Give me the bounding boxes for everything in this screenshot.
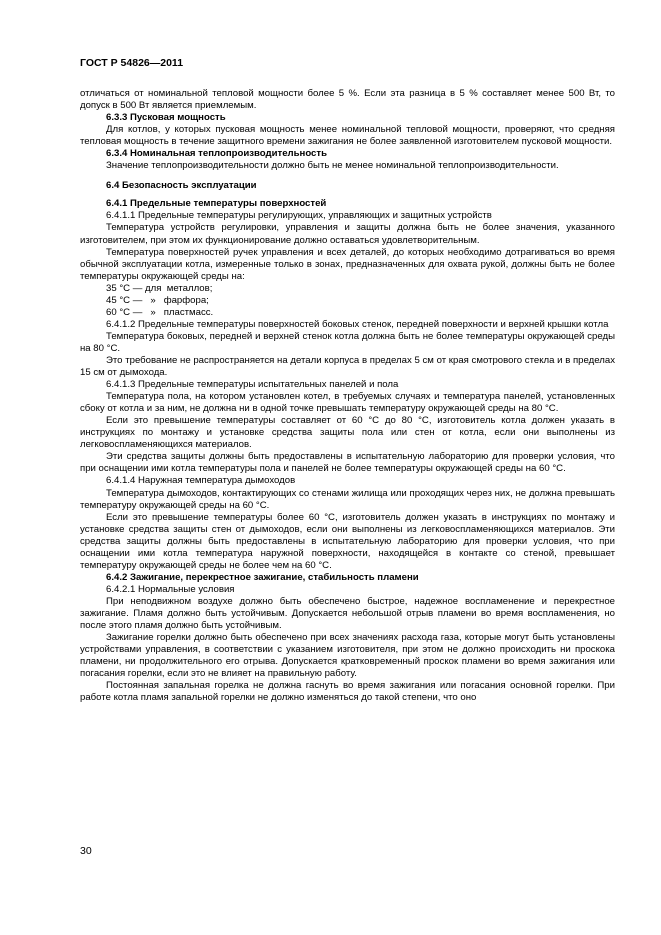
paragraph: Значение теплопроизводительности должно быть не менее номинальной теплопроизводительности.	[106, 160, 559, 172]
section-heading: 6.3.3 Пусковая мощность	[106, 112, 226, 124]
paragraph: Для котлов, у которых пусковая мощность менее номинальной тепловой мощности, проверяют, что средняя тепловая мощность в течение защитного времени зажигания не более заявленной изготовителем пусковой мощности.	[80, 124, 615, 148]
paragraph: Эти средства защиты должны быть предоставлены в испытательную лабораторию для проверки условия, что при оснащении ими котла температуры пола и панелей не более температуры окружающей среды на 60 °C.	[80, 451, 615, 475]
page-number: 30	[80, 845, 92, 857]
paragraph: Если это превышение температуры составляет от 60 °C до 80 °C, изготовитель котла должен указать в инструкциях по монтажу и установке средства защиты пола или стен от котла, если они выполнены из легковоспламеняющихся материалов.	[80, 415, 615, 451]
list-item: 35 °C — для металлов;	[106, 282, 213, 294]
paragraph: При неподвижном воздухе должно быть обеспечено быстрое, надежное воспламенение и перекрестное зажигание. Пламя должно быть устойчивым. Допускается небольшой отрыв пламени во время воспламенения, но после этого пламя должно быть устойчивым.	[80, 595, 615, 632]
paragraph: отличаться от номинальной тепловой мощности более 5 %. Если эта разница в 5 % составляет менее 500 Вт, то допуск в 500 Вт является приемлемым.	[80, 88, 615, 112]
paragraph: Это требование не распространяется на детали корпуса в пределах 5 см от края смотрового стекла и в пределах 15 см от дымохода.	[80, 354, 615, 379]
paragraph: Зажигание горелки должно быть обеспечено при всех значениях расхода газа, которые могут быть установлены устройствами управления, в соответствии с указанием изготовителя, при этом не должно происходить ни проскока пламени, ни продолжительного его отрыва. Допускается кратковременный проскок пламени во время зажигания или погасания горелки, если это не влияет на правильную работу.	[80, 632, 615, 680]
subsection-title: 6.4.1.2 Предельные температуры поверхностей боковых стенок, передней поверхности и верхней крышки котла	[106, 318, 609, 330]
section-heading: 6.3.4 Номинальная теплопроизводительность	[106, 148, 327, 160]
list-item: 45 °C — » фарфора;	[106, 294, 209, 306]
subsection-title: 6.4.1.1 Предельные температуры регулирующих, управляющих и защитных устройств	[106, 210, 492, 222]
subsection-title: 6.4.1.4 Наружная температура дымоходов	[106, 475, 296, 487]
paragraph: Температура дымоходов, контактирующих со стенами жилища или проходящих через них, не должна превышать температуру окружающей среды на 60 °C.	[80, 487, 615, 511]
section-heading: 6.4 Безопасность эксплуатации	[106, 180, 257, 192]
list-item: 60 °C — » пластмасс.	[106, 306, 214, 318]
subsection-title: 6.4.1.3 Предельные температуры испытательных панелей и пола	[106, 379, 399, 391]
document-body	[80, 88, 615, 704]
document-header: ГОСТ Р 54826—2011	[80, 57, 184, 69]
paragraph: Температура устройств регулировки, управления и защиты должна быть не более значения, указанного изготовителем, при этом их функционирование должно оставаться удовлетворительным.	[80, 222, 615, 246]
subsection-title: 6.4.2.1 Нормальные условия	[106, 583, 235, 595]
section-heading: 6.4.2 Зажигание, перекрестное зажигание, стабильность пламени	[106, 571, 419, 583]
paragraph: Если это превышение температуры более 60 °C, изготовитель должен указать в инструкциях по монтажу и установке средства защиты стен от дымоходов, если они выполнены из легковоспламеняющихся материалов. Эти средства защиты должны быть предоставлены в испытательную лабораторию для проверки условия, что при оснащении ими котла температура наружной поверхности, находящейся в контакте со стеной, превышает температуру окружающей среды не более чем на 60 °C.	[80, 511, 615, 571]
paragraph: Температура пола, на котором установлен котел, в требуемых случаях и температура панелей, установленных сбоку от котла и за ним, не должна ни в одной точке превышать температуру окружающей среды на 80 °C.	[80, 391, 615, 415]
paragraph: Температура поверхностей ручек управления и всех деталей, до которых необходимо дотрагиваться во время обычной эксплуатации котла, измеренные только в зонах, предназначенных для охвата рукой, должны быть не более температуры окружающей среды на:	[80, 246, 615, 282]
paragraph: Постоянная запальная горелка не должна гаснуть во время зажигания или погасания основной горелки. При работе котла пламя запальной горелки не должно изменяться до такой степени, что оно	[80, 680, 615, 704]
section-heading: 6.4.1 Предельные температуры поверхностей	[106, 198, 327, 210]
paragraph: Температура боковых, передней и верхней стенок котла должна быть не более температуры окружающей среды на 80 °C.	[80, 330, 615, 354]
